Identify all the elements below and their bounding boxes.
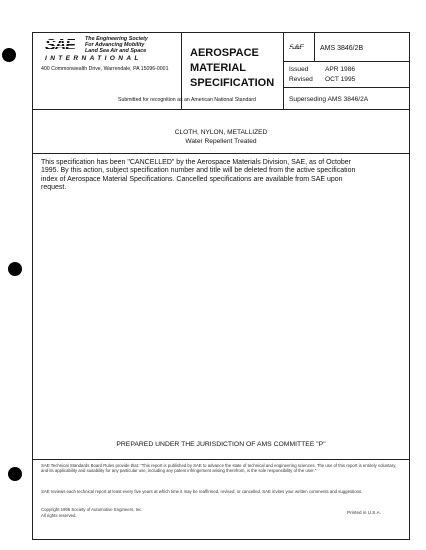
issued-date: APR 1986 xyxy=(325,66,356,73)
revised-date: OCT 1995 xyxy=(325,76,356,83)
rights-line: All rights reserved. xyxy=(41,513,77,518)
revised-label: Revised xyxy=(289,76,313,83)
binder-hole-middle xyxy=(8,262,22,276)
subject-bottom-rule xyxy=(33,153,409,154)
sae-address: 400 Commonwealth Drive, Warrendale, PA 15096-0001 xyxy=(41,66,169,72)
issued-label: Issued xyxy=(289,66,309,73)
binder-hole-top xyxy=(2,48,16,62)
mini-logo-divider xyxy=(314,33,315,61)
right-box-rule-2 xyxy=(283,87,409,88)
sae-logo: SAE xyxy=(45,37,75,54)
footer-top-rule xyxy=(33,459,409,460)
printed-line: Printed in U.S.A. xyxy=(347,510,381,515)
technical-standards-notice: SAE Technical Standards Board Rules provide that: "This report is published by SAE to advance the state of technical and engineering sciences. The use of this report is entirely voluntary, and its applicability and suitability for any particular use, including any patent infringement arising therefrom, is the sole responsibility of the user." xyxy=(41,463,397,474)
copyright-line: Copyright 1995 Society of Automotive Engineers, Inc. xyxy=(41,507,143,512)
header-bottom-rule xyxy=(33,109,409,110)
title-line-2: MATERIAL xyxy=(190,62,247,74)
org-line-3: Land Sea Air and Space xyxy=(85,48,147,54)
sae-mini-logo: SAE xyxy=(289,43,304,52)
org-line-1: The Engineering Society xyxy=(85,36,148,42)
jurisdiction-line: PREPARED UNDER THE JURISDICTION OF AMS COMMITTEE "P" xyxy=(116,441,326,448)
review-notice: SAE reviews each technical report at least every five years at which time it may be reaffirmed, revised, or cancelled. SAE invites your written comments and suggestions. xyxy=(41,489,363,494)
cancellation-paragraph: This specification has been "CANCELLED" by the Aerospace Materials Division, SAE, as of October 1995. By this action, subject specification number and title will be deleted from the active specification index of Aerospace Material Specifications. Cancelled specifications are available from SAE upon request. xyxy=(41,159,356,192)
right-box-rule-1 xyxy=(283,61,409,62)
binder-hole-bottom xyxy=(8,467,22,481)
subject-title: CLOTH, NYLON, METALLIZED xyxy=(174,129,268,136)
spec-number: AMS 3846/2B xyxy=(320,45,364,52)
international-label: INTERNATIONAL xyxy=(45,55,142,62)
title-column-divider xyxy=(283,33,284,109)
title-line-1: AEROSPACE xyxy=(190,47,259,59)
superseding-note: Superseding AMS 3846/2A xyxy=(289,96,369,103)
ans-submission-note: Submitted for recognition as an American National Standard xyxy=(118,97,256,103)
subject-subtitle: Water Repellent Treated xyxy=(185,138,257,145)
title-line-3: SPECIFICATION xyxy=(190,77,275,89)
org-line-2: For Advancing Mobility xyxy=(85,42,145,48)
specification-page xyxy=(32,32,410,540)
